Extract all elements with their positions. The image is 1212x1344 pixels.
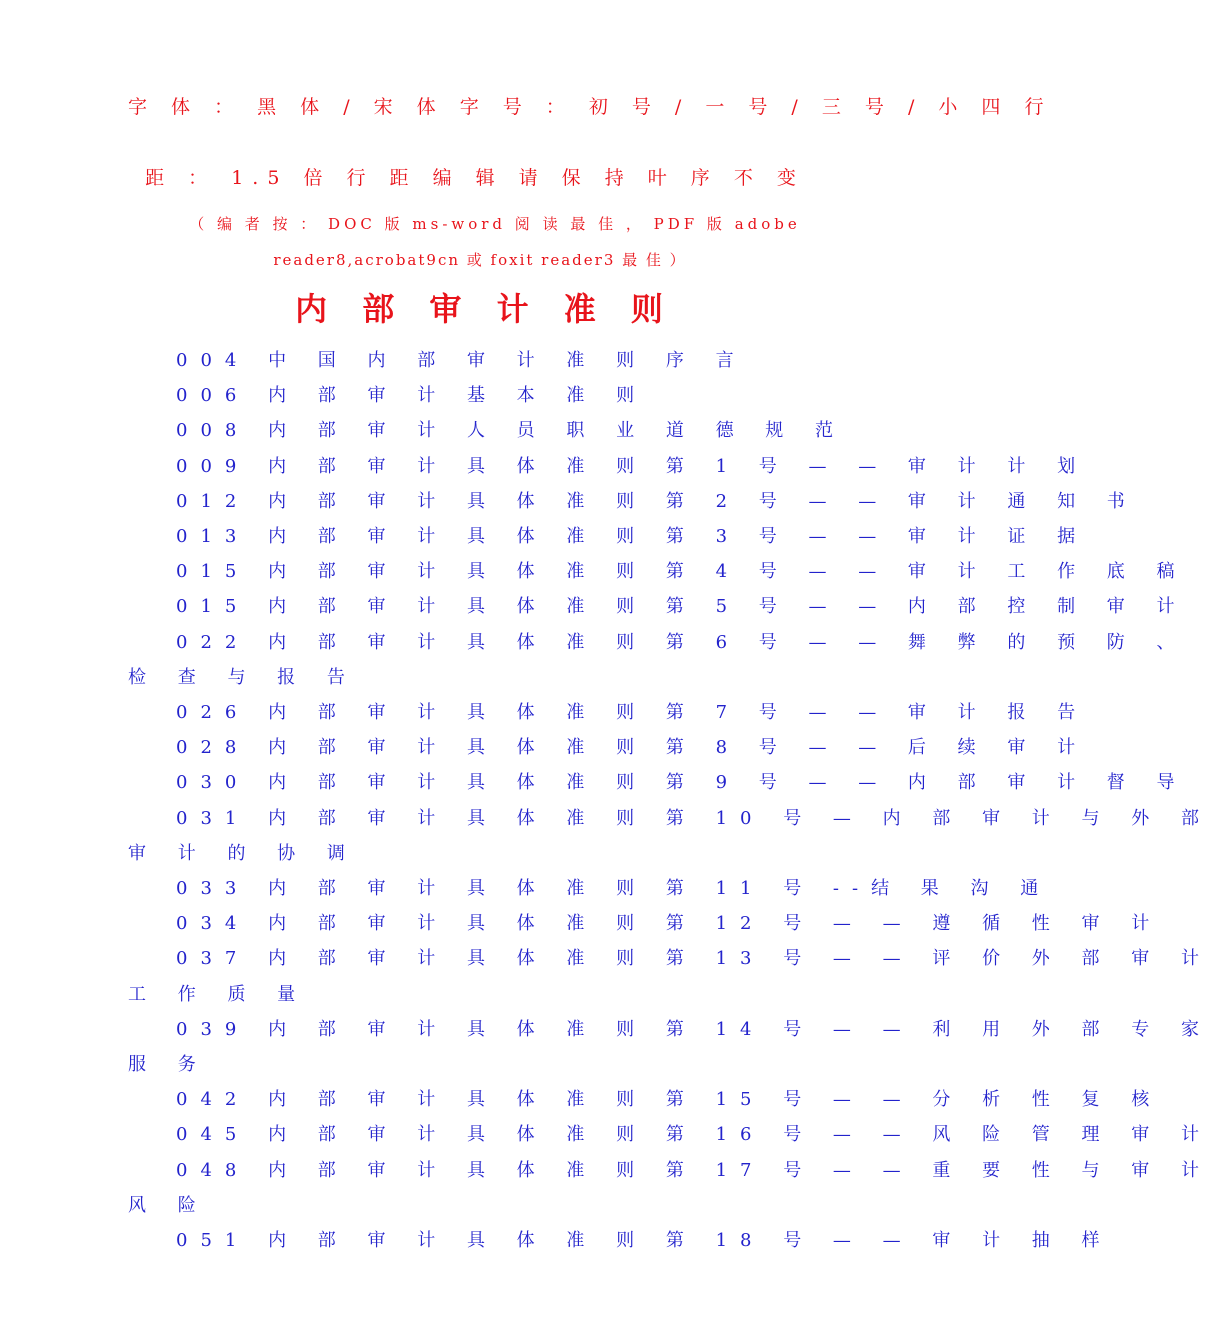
format-note-line-1: 字 体 ： 黑 体 / 宋 体 字 号 ： 初 号 / 一 号 / 三 号 / 小 四 行 [128,96,1053,118]
toc-entry-continuation[interactable]: 服 务 [128,1054,209,1075]
document-title: 内 部 审 计 准 则 [295,290,675,328]
toc-entry[interactable]: 009 内 部 审 计 具 体 准 则 第 1 号 — — 审 计 计 划 [176,455,1089,477]
editor-note-line-2: reader8,acrobat9cn 或 foxit reader3 最 佳 ） [273,251,687,269]
toc-entry-continuation[interactable]: 工 作 质 量 [128,983,309,1005]
toc-entry[interactable]: 033 内 部 审 计 具 体 准 则 第 11 号 --结 果 沟 通 [176,878,1052,899]
toc-entry-continuation[interactable]: 风 险 [128,1194,209,1216]
toc-entry[interactable]: 031 内 部 审 计 具 体 准 则 第 10 号 — 内 部 审 计 与 外 部 [176,807,1212,829]
toc-entry[interactable]: 012 内 部 审 计 具 体 准 则 第 2 号 — — 审 计 通 知 书 [176,490,1138,512]
toc-entry[interactable]: 039 内 部 审 计 具 体 准 则 第 14 号 — — 利 用 外 部 专 家 [176,1018,1212,1040]
toc-entry-continuation[interactable]: 检 查 与 报 告 [128,666,358,688]
toc-entry[interactable]: 022 内 部 审 计 具 体 准 则 第 6 号 — — 舞 弊 的 预 防 、 [176,631,1188,653]
toc-entry[interactable]: 045 内 部 审 计 具 体 准 则 第 16 号 — — 风 险 管 理 审 计 [176,1124,1212,1146]
format-note-line-2: 距 ： 1.5 倍 行 距 编 辑 请 保 持 叶 序 不 变 [145,167,805,189]
toc-entry[interactable]: 051 内 部 审 计 具 体 准 则 第 18 号 — — 审 计 抽 样 [176,1230,1113,1251]
toc-entry[interactable]: 015 内 部 审 计 具 体 准 则 第 4 号 — — 审 计 工 作 底 稿 [176,561,1188,583]
toc-entry[interactable]: 013 内 部 审 计 具 体 准 则 第 3 号 — — 审 计 证 据 [176,526,1089,547]
toc-entry[interactable]: 008 内 部 审 计 人 员 职 业 道 德 规 范 [176,420,847,442]
editor-note-line-1: （ 编 者 按 ： DOC 版 ms-word 阅 读 最 佳 ， PDF 版 adobe [189,215,801,233]
toc-entry[interactable]: 034 内 部 审 计 具 体 准 则 第 12 号 — — 遵 循 性 审 计 [176,913,1163,935]
toc-entry[interactable]: 048 内 部 审 计 具 体 准 则 第 17 号 — — 重 要 性 与 审 计 [176,1159,1212,1181]
toc-entry[interactable]: 030 内 部 审 计 具 体 准 则 第 9 号 — — 内 部 审 计 督 导 [176,772,1188,794]
toc-entry[interactable]: 042 内 部 审 计 具 体 准 则 第 15 号 — — 分 析 性 复 核 [176,1089,1163,1111]
toc-entry[interactable]: 037 内 部 审 计 具 体 准 则 第 13 号 — — 评 价 外 部 审 计 [176,948,1212,970]
toc-entry[interactable]: 028 内 部 审 计 具 体 准 则 第 8 号 — — 后 续 审 计 [176,737,1089,759]
toc-entry[interactable]: 015 内 部 审 计 具 体 准 则 第 5 号 — — 内 部 控 制 审 计 [176,596,1188,618]
toc-entry[interactable]: 006 内 部 审 计 基 本 准 则 [176,385,648,407]
toc-entry[interactable]: 004 中 国 内 部 审 计 准 则 序 言 [176,350,747,371]
toc-entry-continuation[interactable]: 审 计 的 协 调 [128,842,358,864]
toc-entry[interactable]: 026 内 部 审 计 具 体 准 则 第 7 号 — — 审 计 报 告 [176,702,1089,723]
